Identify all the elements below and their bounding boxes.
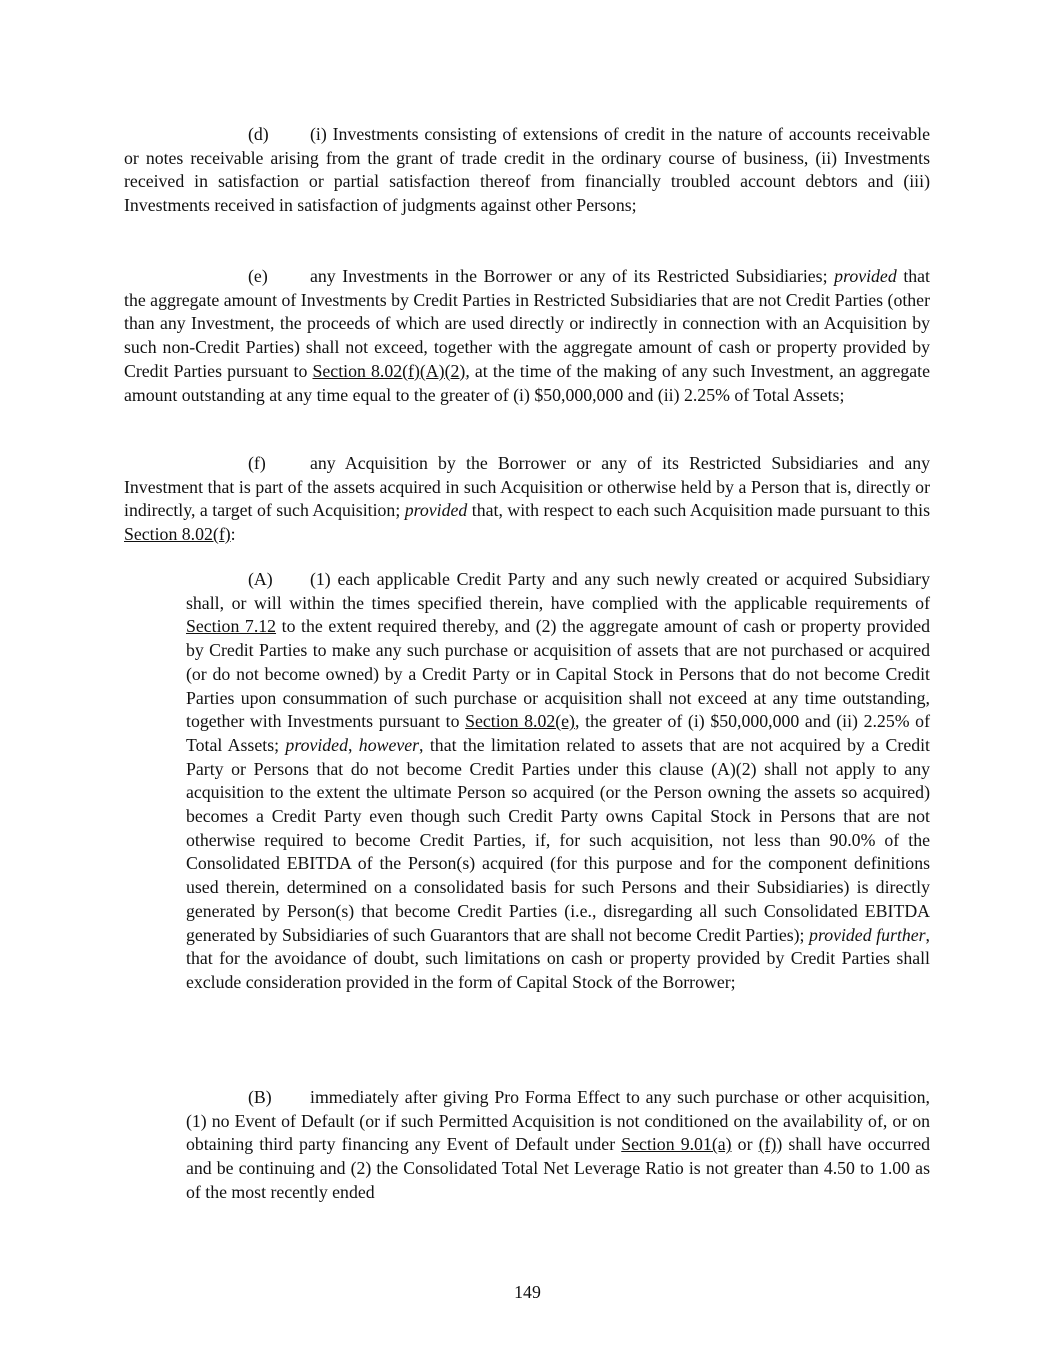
paragraph-B-text-2: or (731, 1134, 759, 1155)
clause-label-A: (A) (248, 569, 273, 589)
paragraph-f (124, 452, 930, 547)
paragraph-A-text-4: , (347, 734, 359, 755)
paragraph-e-italic-provided: provided (834, 266, 897, 286)
paragraph-A (186, 568, 930, 995)
paragraph-d-text: (i) Investments consisting of extensions of credit in the nature of accounts receivable or notes receivable arising from the grant of trade credit in the ordinary course of business, (ii) Investments received in satisfaction or partial satisfaction thereof from financially troubled account debtors and (iii) Investments received in satisfaction of judgments against other Persons; (124, 124, 930, 216)
paragraph-e-text-1: any Investments in the Borrower or any of its Restricted Subsidiaries; (310, 266, 835, 286)
clause-label-f: (f) (248, 453, 266, 473)
section-reference-9-01-a: Section 9.01(a) (621, 1134, 732, 1155)
paragraph-A-text-1: (1) each applicable Credit Party and any such newly created or acquired Subsidiary shall, or will within the times specified therein, have complied with the applicable requirements of (186, 569, 930, 613)
paragraph-A-text-3: , the greater of (i) $50,000,000 and (ii) 2.25% of Total Assets; (186, 711, 930, 755)
paragraph-f-italic-provided: provided (404, 500, 468, 521)
paragraph-e (124, 265, 930, 407)
paragraph-A-text-6: , that for the avoidance of doubt, such limitations on cash or property provided by Credit Parties shall exclude consideration provided in the form of Capital Stock of the Borrower; (186, 924, 930, 992)
section-reference-8-02-f: Section 8.02(f) (124, 524, 231, 545)
paragraph-e-text-2: that the aggregate amount of Investments by Credit Parties in Restricted Subsidiaries that are not Credit Parties (other than any Investment, the proceeds of which are used directly or indirectly in connection with an Acquisition by such non-Credit Parties) shall not exceed, together with the aggregate amount of cash or property provided by Credit Parties pursuant to (124, 266, 931, 381)
clause-label-B: (B) (248, 1087, 272, 1107)
page-number: 149 (514, 1282, 541, 1302)
clause-label-e: (e) (248, 266, 268, 286)
paragraph-f-text-1: any Acquisition by the Borrower or any of its Restricted Subsidiaries and any Investment that is part of the assets acquired in such Acquisition or otherwise held by a Person that is, directly or indirectly, a target of such Acquisition; (124, 453, 930, 521)
paragraph-B (186, 1086, 930, 1205)
section-reference-7-12: Section 7.12 (186, 616, 277, 637)
paragraph-A-text-5: , that the limitation related to assets that are not acquired by a Credit Party or Persons that do not become Credit Parties under this clause (A)(2) shall not apply to any acquisition to the extent the ultimate Person so acquired (or the Person owning the assets so acquired) becomes a Credit Party even though such Credit Party owns Capital Stock in Persons that are not otherwise required to become Credit Parties, if, for such acquisition, not less than 90.0% of the Consolidated EBITDA of the Person(s) acquired (for this purpose and for the component definitions used therein, determined on a consolidated basis for such Persons and their Subsidiaries) is directly generated by Person(s) that become Credit Parties (i.e., disregarding all such Consolidated EBITDA generated by Subsidiaries of such Guarantors that are shall not become Credit Parties); (186, 734, 930, 945)
section-reference-f: (f) (758, 1134, 777, 1155)
paragraph-A-italic-provided: provided (285, 734, 348, 755)
section-reference-8-02-f-a-2: Section 8.02(f)(A)(2) (312, 360, 466, 381)
paragraph-f-text-3: : (230, 524, 236, 545)
paragraph-B-text-3: ) shall have occurred and be continuing and (2) the Consolidated Total Net Leverage Ratio is not greater than 4.50 to 1.00 as of the most recently ended (186, 1134, 930, 1202)
paragraph-d (124, 123, 930, 218)
paragraph-e-text-3: , at the time of the making of any such Investment, an aggregate amount outstanding at any time equal to the greater of (i) $50,000,000 and (ii) 2.25% of Total Assets; (124, 360, 930, 405)
paragraph-A-italic-provided-further: provided further (809, 924, 926, 945)
clause-label-d: (d) (248, 124, 269, 144)
paragraph-B-text-1: immediately after giving Pro Forma Effect to any such purchase or other acquisition, (1) no Event of Default (or if such Permitted Acquisition is not conditioned on the availability of, or on obtaining third party financing any Event of Default under (186, 1087, 930, 1155)
section-reference-8-02-e: Section 8.02(e) (465, 711, 575, 732)
paragraph-f-text-2: that, with respect to each such Acquisition made pursuant to this (467, 500, 930, 521)
paragraph-A-text-2: to the extent required thereby, and (2) the aggregate amount of cash or property provided by Credit Parties to make any such purchase or acquisition of assets that are not purchased or acquired (or do not become owned) by a Credit Party or in Capital Stock in Persons that do not become Credit Parties upon consummation of such purchase or acquisition shall not exceed at any time outstanding, together with Investments pursuant to (186, 616, 930, 732)
paragraph-A-italic-however: however (358, 734, 420, 755)
